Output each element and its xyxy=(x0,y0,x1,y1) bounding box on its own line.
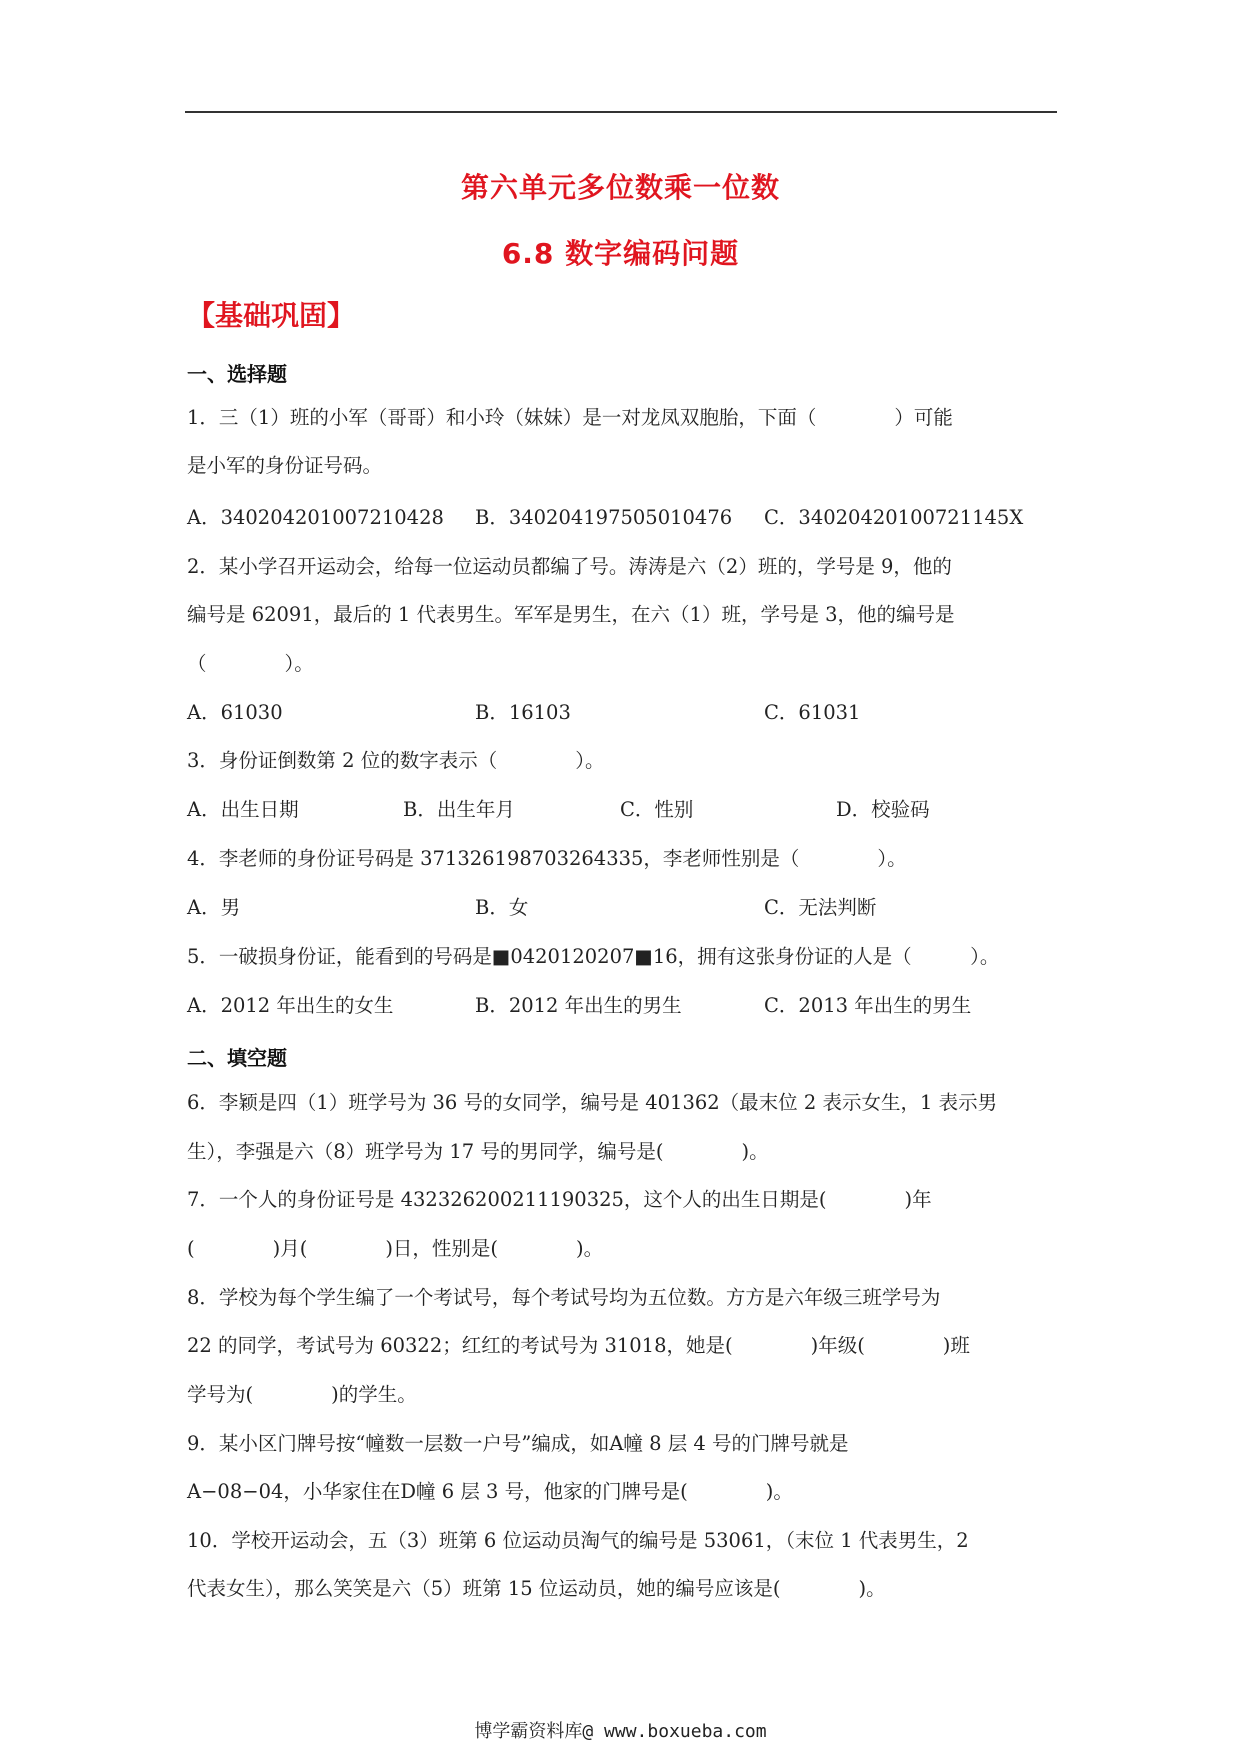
question-4-option-a: A．男 xyxy=(187,896,241,919)
section-banner: 【基础巩固】 xyxy=(187,299,356,332)
question-5-option-b: B．2012 年出生的男生 xyxy=(475,994,682,1017)
header-rule xyxy=(185,111,1057,113)
question-2-line-1: 2．某小学召开运动会，给每一位运动员都编了号。涛涛是六（2）班的，学号是 9，他的 xyxy=(187,555,952,578)
question-1-option-b: B．340204197505010476 xyxy=(475,506,733,529)
question-3-option-b: B．出生年月 xyxy=(403,798,515,821)
question-6-line-2: 生），李强是六（8）班学号为 17 号的男同学，编号是( )。 xyxy=(187,1140,769,1163)
question-5-option-a: A．2012 年出生的女生 xyxy=(187,994,394,1017)
question-7-line-1: 7．一个人的身份证号是 432326200211190325，这个人的出生日期是( )年 xyxy=(187,1188,932,1211)
question-8-line-2: 22 的同学，考试号为 60322；红红的考试号为 31018，她是( )年级( )班 xyxy=(187,1334,970,1357)
question-1-line-1: 1．三（1）班的小军（哥哥）和小玲（妹妹）是一对龙凤双胞胎，下面（ ）可能 xyxy=(187,406,953,429)
question-2-option-c: C．61031 xyxy=(764,701,861,724)
question-2-option-a: A．61030 xyxy=(187,701,283,724)
question-8-line-3: 学号为( )的学生。 xyxy=(187,1383,417,1406)
question-9-line-1: 9．某小区门牌号按“幢数一层数一户号”编成，如A幢 8 层 4 号的门牌号就是 xyxy=(187,1432,849,1455)
footer-watermark: 博学霸资料库@ www.boxueba.com xyxy=(474,1721,767,1742)
question-4-option-c: C．无法判断 xyxy=(764,896,877,919)
question-2-option-b: B．16103 xyxy=(475,701,571,724)
question-3-line-1: 3．身份证倒数第 2 位的数字表示（ ）。 xyxy=(187,749,605,772)
question-3-option-a: A．出生日期 xyxy=(187,798,299,821)
part-heading-fill: 二、填空题 xyxy=(187,1046,287,1070)
question-3-option-c: C．性别 xyxy=(620,798,694,821)
question-3-option-d: D．校验码 xyxy=(836,798,930,821)
part-heading-choice: 一、选择题 xyxy=(187,362,287,386)
question-2-line-3: （ ）。 xyxy=(187,652,314,675)
question-8-line-1: 8．学校为每个学生编了一个考试号，每个考试号均为五位数。方方是六年级三班学号为 xyxy=(187,1286,941,1309)
question-2-line-2: 编号是 62091，最后的 1 代表男生。军军是男生，在六（1）班，学号是 3，他的编号是 xyxy=(187,603,955,626)
question-10-line-2: 代表女生），那么笑笑是六（5）班第 15 位运动员，她的编号应该是( )。 xyxy=(187,1577,886,1600)
question-9-line-2: A−08−04，小华家住在D幢 6 层 3 号，他家的门牌号是( )。 xyxy=(187,1480,793,1503)
question-1-option-a: A．340204201007210428 xyxy=(187,506,444,529)
question-1-line-2: 是小军的身份证号码。 xyxy=(187,454,383,477)
question-4-option-b: B．女 xyxy=(475,896,529,919)
question-5-option-c: C．2013 年出生的男生 xyxy=(764,994,972,1017)
question-10-line-1: 10．学校开运动会，五（3）班第 6 位运动员淘气的编号是 53061，（末位 1 代表男生，2 xyxy=(187,1529,969,1552)
question-5-line-1: 5．一破损身份证，能看到的号码是■0420120207■16，拥有这张身份证的人是（ ）。 xyxy=(187,945,1000,968)
unit-title: 第六单元多位数乘一位数 xyxy=(460,171,780,204)
question-1-option-c: C．34020420100721145X xyxy=(764,506,1024,529)
question-7-line-2: ( )月( )日，性别是( )。 xyxy=(187,1237,604,1260)
question-6-line-1: 6．李颖是四（1）班学号为 36 号的女同学，编号是 401362（最末位 2 表示女生，1 表示男 xyxy=(187,1091,998,1114)
question-4-line-1: 4．李老师的身份证号码是 371326198703264335，李老师性别是（ ）。 xyxy=(187,847,907,870)
lesson-title: 6.8 数字编码问题 xyxy=(501,237,740,270)
